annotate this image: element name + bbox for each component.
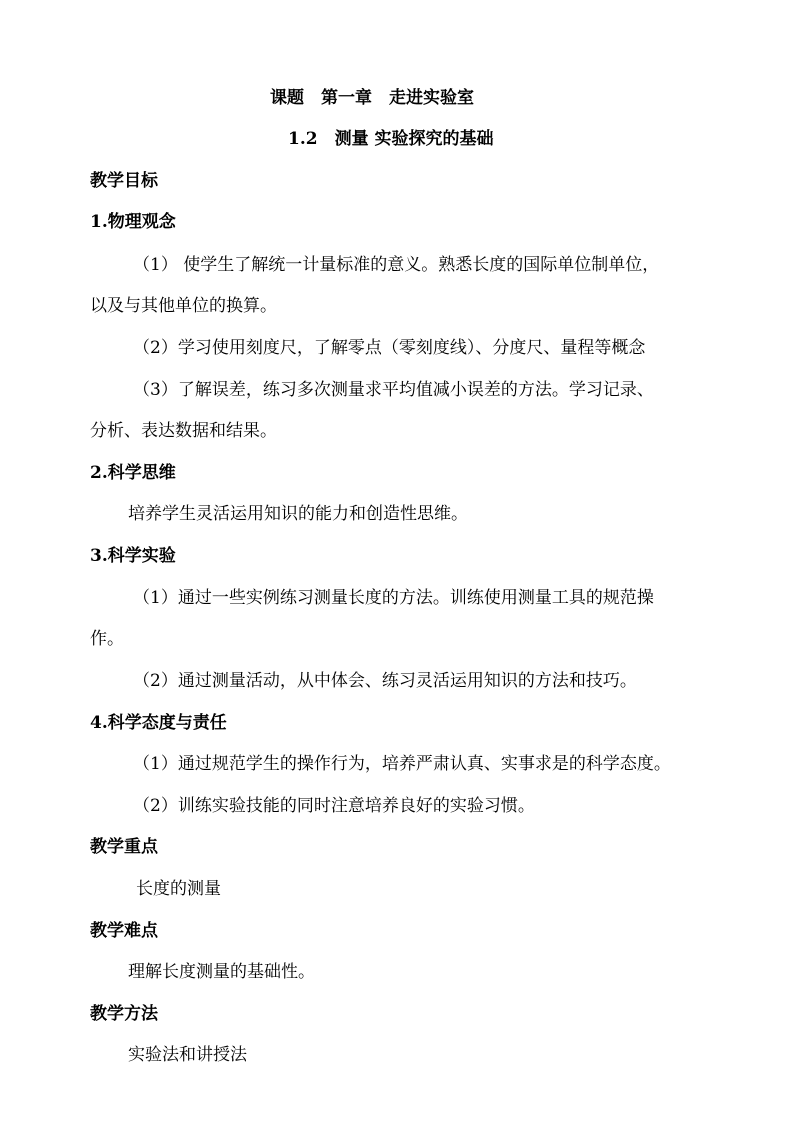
section-1-item-3-line-1: （3）了解误差，练习多次测量求平均值减小误差的方法。学习记录、 [133,380,654,400]
section-1-item-1-line-2: 以及与其他单位的换算。 [90,296,277,316]
key-points-text: 长度的测量 [136,879,221,899]
section-1-item-1-line-1: （1） 使学生了解统一计量标准的意义。熟悉长度的国际单位制单位， [133,255,660,275]
section-4-item-2: （2）训练实验技能的同时注意培养良好的实验习惯。 [133,796,535,816]
section-2-text: 培养学生灵活运用知识的能力和创造性思维。 [128,504,468,524]
section-4-heading: 4.科学态度与责任 [90,713,227,733]
section-2-heading: 2.科学思维 [90,463,176,483]
section-1-heading: 1.物理观念 [90,212,176,232]
section-1-item-2: （2）学习使用刻度尺，了解零点（零刻度线）、分度尺、量程等概念 [133,338,646,358]
lesson-title: 课题 第一章 走进实验室 [270,88,474,108]
lesson-subtitle: 1.2 测量 实验探究的基础 [288,129,494,149]
section-4-item-1: （1）通过规范学生的操作行为，培养严肃认真、实事求是的科学态度。 [133,754,671,774]
objectives-heading: 教学目标 [90,171,158,191]
section-1-item-3-line-2: 分析、表达数据和结果。 [90,421,277,441]
key-points-heading: 教学重点 [90,837,158,857]
section-3-heading: 3.科学实验 [90,546,176,566]
difficulty-text: 理解长度测量的基础性。 [128,962,315,982]
method-text: 实验法和讲授法 [128,1045,247,1065]
difficulty-heading: 教学难点 [90,921,158,941]
method-heading: 教学方法 [90,1004,158,1024]
section-3-item-1-line-1: （1）通过一些实例练习测量长度的方法。训练使用测量工具的规范操 [133,588,654,608]
section-3-item-2: （2）通过测量活动，从中体会、练习灵活运用知识的方法和技巧。 [133,671,637,691]
section-3-item-1-line-2: 作。 [90,629,124,649]
